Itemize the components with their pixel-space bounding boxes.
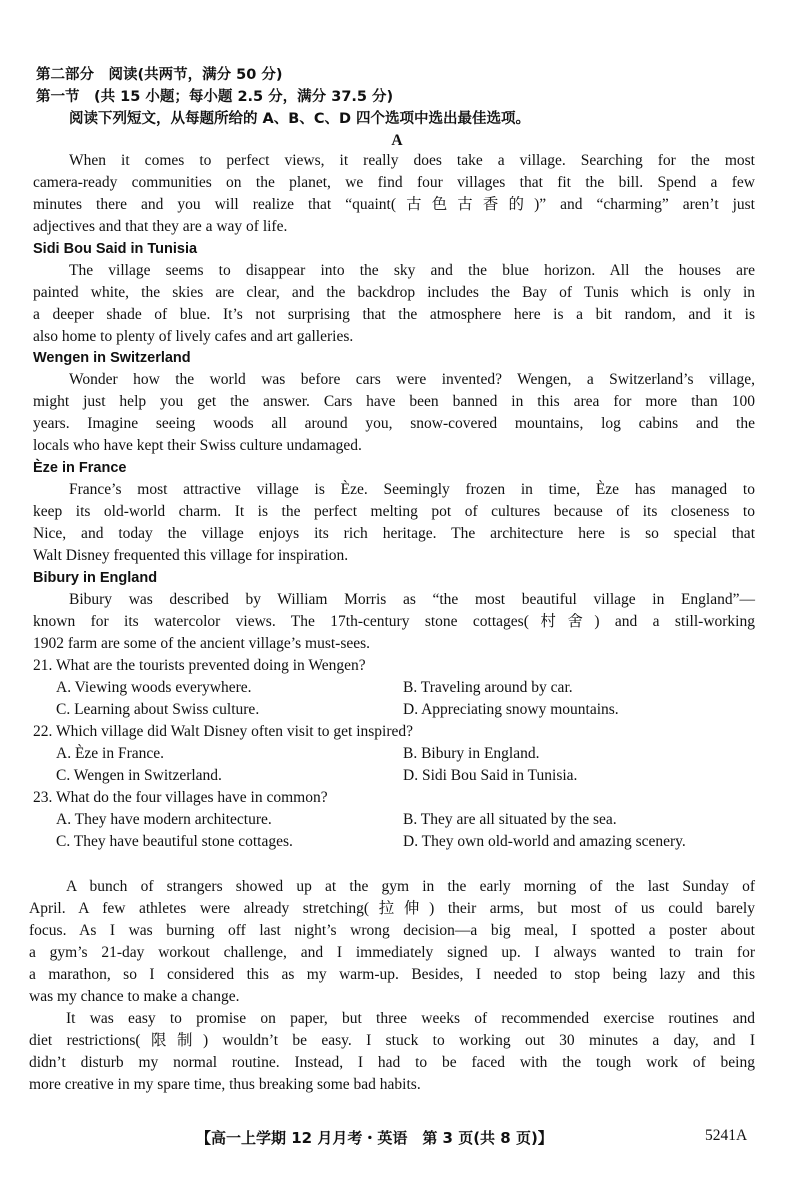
question-option: A. Viewing woods everywhere.	[56, 679, 252, 696]
page-footer: 【高一上学期 12 月月考・英语 第 3 页(共 8 页)】	[196, 1129, 553, 1147]
village-text-line: years. Imagine seeing woods all around you, snow-covered mountains, log cabins and the	[33, 415, 755, 432]
question-stem: 22. Which village did Walt Disney often visit to get inspired?	[33, 723, 414, 740]
village-text-line: The village seems to disappear into the sky and the blue horizon. All the houses are	[69, 262, 755, 279]
village-text-line: 1902 farm are some of the ancient village’s must-sees.	[33, 635, 371, 652]
village-text-line: France’s most attractive village is Èze. Seemingly frozen in time, Èze has managed to	[69, 481, 755, 498]
intro-line: camera-ready communities on the planet, we find four villages that fit the bill. Spend a few	[33, 174, 755, 191]
passage-b-line: April. A few athletes were already stretching(拉伸) their arms, but most of us could barely	[29, 900, 755, 917]
question-option: A. They have modern architecture.	[56, 811, 272, 828]
passage-label: A	[391, 132, 403, 149]
section-title: 第一节 (共 15 小题；每小题 2.5 分，满分 37.5 分)	[36, 89, 394, 105]
village-text-line: a deeper shade of blue. It’s not surprising that the atmosphere here is a bit random, and it is	[33, 306, 755, 323]
village-heading: Bibury in England	[33, 570, 158, 586]
passage-b-line: was my chance to make a change.	[29, 988, 240, 1005]
question-option: C. Learning about Swiss culture.	[56, 701, 260, 718]
village-heading: Wengen in Switzerland	[33, 350, 191, 366]
question-option: B. Bibury in England.	[403, 745, 540, 762]
question-option: D. They own old-world and amazing scenery.	[403, 833, 686, 850]
passage-b-line: focus. As I was burning off last night’s wrong decision—a big meal, I spotted a poster about	[29, 922, 755, 939]
question-option: B. They are all situated by the sea.	[403, 811, 617, 828]
passage-b-line: didn’t disturb my normal routine. Instead, I had to be faced with the tough work of being	[29, 1054, 755, 1071]
village-text-line: Nice, and today the village enjoys its rich heritage. The architecture here is so special that	[33, 525, 755, 542]
question-option: C. They have beautiful stone cottages.	[56, 833, 293, 850]
village-heading: Sidi Bou Said in Tunisia	[33, 241, 198, 257]
passage-b-line: more creative in my spare time, thus breaking some bad habits.	[29, 1076, 421, 1093]
paper-code: 5241A	[705, 1127, 748, 1144]
village-text-line: keep its old-world charm. It is the perfect melting pot of cultures because of its closeness to	[33, 503, 755, 520]
intro-line: minutes there and you will realize that “quaint(古色古香的)” and “charming” aren’t just	[33, 196, 755, 213]
village-text-line: Bibury was described by William Morris as “the most beautiful village in England”—	[69, 591, 755, 608]
intro-line: adjectives and that they are a way of life.	[33, 218, 288, 235]
intro-line: When it comes to perfect views, it really does take a village. Searching for the most	[69, 152, 755, 169]
passage-b-line: diet restrictions(限制) wouldn’t be easy. I stuck to working out 30 minutes a day, and I	[29, 1032, 755, 1049]
village-heading: Èze in France	[33, 460, 127, 476]
village-text-line: painted white, the skies are clear, and the backdrop includes the Bay of Tunis which is only in	[33, 284, 755, 301]
question-stem: 21. What are the tourists prevented doing in Wengen?	[33, 657, 366, 674]
village-text-line: Walt Disney frequented this village for inspiration.	[33, 547, 349, 564]
passage-b-line: It was easy to promise on paper, but three weeks of recommended exercise routines and	[66, 1010, 755, 1027]
village-text-line: Wonder how the world was before cars were invented? Wengen, a Switzerland’s village,	[69, 371, 755, 388]
question-stem: 23. What do the four villages have in common?	[33, 789, 328, 806]
question-option: D. Appreciating snowy mountains.	[403, 701, 619, 718]
question-option: A. Èze in France.	[56, 745, 165, 762]
passage-b-line: a marathon, so I considered this as my warm-up. Besides, I needed to stop being lazy and this	[29, 966, 755, 983]
village-text-line: locals who have kept their Swiss culture undamaged.	[33, 437, 362, 454]
village-text-line: might just help you get the answer. Cars have been banned in this area for more than 100	[33, 393, 755, 410]
village-text-line: known for its watercolor views. The 17th-century stone cottages(村舍) and a still-working	[33, 613, 755, 630]
instruction: 阅读下列短文，从每题所给的 A、B、C、D 四个选项中选出最佳选项。	[69, 111, 531, 127]
question-option: B. Traveling around by car.	[403, 679, 573, 696]
passage-b-line: a gym’s 21-day workout challenge, and I immediately signed up. I always wanted to train for	[29, 944, 755, 961]
part-title: 第二部分 阅读(共两节，满分 50 分)	[36, 67, 283, 83]
question-option: D. Sidi Bou Said in Tunisia.	[403, 767, 578, 784]
village-text-line: also home to plenty of lively cafes and art galleries.	[33, 328, 354, 345]
question-option: C. Wengen in Switzerland.	[56, 767, 222, 784]
passage-b-line: A bunch of strangers showed up at the gym in the early morning of the last Sunday of	[66, 878, 755, 895]
